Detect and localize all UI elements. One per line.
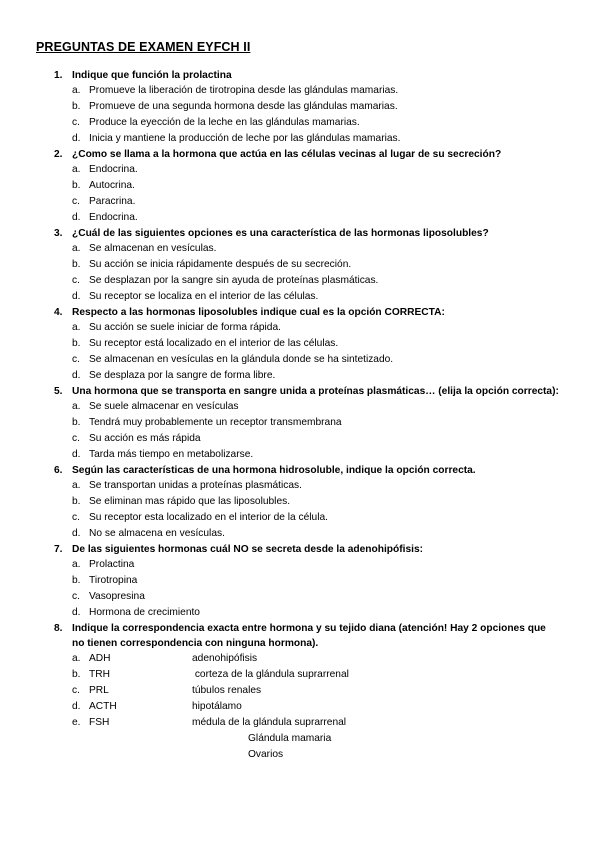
option-letter: d. — [72, 212, 81, 223]
option-text: Tarda más tiempo en metabolizarse. — [89, 449, 254, 460]
option-letter: d. — [72, 370, 81, 381]
option-letter: c. — [72, 354, 80, 365]
question-stem — [54, 68, 560, 83]
target-tissue: corteza de la glándula suprarrenal — [192, 669, 349, 680]
answer-option — [72, 415, 560, 431]
target-tissue: túbulos renales — [192, 685, 262, 696]
option-text: Se almacenan en vesículas. — [89, 243, 217, 254]
matching-hormone — [72, 651, 192, 667]
matching-hormone — [72, 715, 192, 731]
option-letter: c. — [72, 196, 80, 207]
answer-option — [72, 447, 560, 463]
option-letter: a. — [72, 401, 81, 412]
answer-option — [72, 336, 560, 352]
option-text: Su receptor está localizado en el interior de las células. — [89, 338, 339, 349]
target-tissue-extra: Glándula mamaria — [248, 733, 332, 744]
answer-option — [72, 573, 560, 589]
option-letter: d. — [72, 528, 81, 539]
option-text: Se suele almacenar en vesículas — [89, 401, 239, 412]
question-text: Indique la correspondencia exacta entre hormona y su tejido diana (atención! Hay 2 opciones que no tienen correspondencia con ninguna hormona). — [72, 623, 546, 649]
answer-option — [72, 115, 560, 131]
option-letter: d. — [72, 701, 81, 712]
option-letter: a. — [72, 653, 81, 664]
answer-option — [72, 257, 560, 273]
question-text: Una hormona que se transporta en sangre unida a proteínas plasmáticas… (elija la opción correcta): — [72, 386, 559, 397]
option-text: Su acción se suele iniciar de forma rápida. — [89, 322, 281, 333]
question-number: 7. — [54, 544, 63, 555]
answer-option — [72, 526, 560, 542]
question-stem — [54, 147, 560, 162]
option-text: Vasopresina — [89, 591, 145, 602]
answer-option — [72, 399, 560, 415]
option-text: Se transportan unidas a proteínas plasmáticas. — [89, 480, 302, 491]
option-text: Su acción es más rápida — [89, 433, 201, 444]
target-tissue: médula de la glándula suprarrenal — [192, 717, 347, 728]
question-text: ¿Como se llama a la hormona que actúa en las células vecinas al lugar de su secreción? — [72, 149, 502, 160]
option-text: Hormona de crecimiento — [89, 607, 200, 618]
option-letter: a. — [72, 164, 81, 175]
answer-option — [72, 83, 560, 99]
question-stem — [54, 542, 560, 557]
question-text: Según las características de una hormona hidrosoluble, indique la opción correcta. — [72, 465, 476, 476]
target-tissue: hipotálamo — [192, 701, 242, 712]
answer-option — [72, 589, 560, 605]
matching-row — [72, 683, 560, 699]
option-letter: c. — [72, 433, 80, 444]
option-letter: d. — [72, 291, 81, 302]
question-4 — [36, 305, 560, 384]
question-stem — [54, 384, 560, 399]
question-text: De las siguientes hormonas cuál NO se secreta desde la adenohipófisis: — [72, 544, 424, 555]
answer-option — [72, 557, 560, 573]
option-letter: a. — [72, 322, 81, 333]
option-letter: b. — [72, 417, 81, 428]
question-stem — [54, 621, 560, 651]
answer-option — [72, 478, 560, 494]
option-letter: d. — [72, 607, 81, 618]
answer-option — [72, 194, 560, 210]
question-7 — [36, 542, 560, 621]
option-letter: b. — [72, 259, 81, 270]
option-text: Se almacenan en vesículas en la glándula donde se ha sintetizado. — [89, 354, 394, 365]
question-3 — [36, 226, 560, 305]
option-text: Tirotropina — [89, 575, 138, 586]
option-text: Promueve de una segunda hormona desde las glándulas mamarias. — [89, 101, 398, 112]
option-letter: c. — [72, 275, 80, 286]
question-number: 3. — [54, 228, 63, 239]
answer-option — [72, 320, 560, 336]
question-stem — [54, 463, 560, 478]
hormone-name: TRH — [89, 669, 110, 680]
hormone-name: ADH — [89, 653, 111, 664]
question-text: Indique que función la prolactina — [72, 70, 232, 81]
question-number: 4. — [54, 307, 63, 318]
option-text: Autocrina. — [89, 180, 135, 191]
matching-row — [72, 715, 560, 731]
option-letter: a. — [72, 85, 81, 96]
answer-option — [72, 605, 560, 621]
option-letter: d. — [72, 449, 81, 460]
question-1 — [36, 68, 560, 147]
question-number: 6. — [54, 465, 63, 476]
option-text: Se desplaza por la sangre de forma libre. — [89, 370, 276, 381]
matching-hormone — [72, 667, 192, 683]
option-letter: c. — [72, 512, 80, 523]
question-2 — [36, 147, 560, 226]
option-text: Prolactina — [89, 559, 135, 570]
answer-option — [72, 273, 560, 289]
document-title: PREGUNTAS DE EXAMEN EYFCH II — [36, 40, 251, 54]
option-text: Promueve la liberación de tirotropina desde las glándulas mamarias. — [89, 85, 399, 96]
question-list — [36, 68, 560, 621]
option-text: Se eliminan mas rápido que las liposolubles. — [89, 496, 291, 507]
target-tissue-extra: Ovarios — [248, 749, 284, 760]
option-text: Su acción se inicia rápidamente después de su secreción. — [89, 259, 352, 270]
question-stem — [54, 305, 560, 320]
option-text: Paracrina. — [89, 196, 136, 207]
option-text: Inicia y mantiene la producción de leche por las glándulas mamarias. — [89, 133, 401, 144]
question-number: 2. — [54, 149, 63, 160]
option-letter: d. — [72, 133, 81, 144]
question-stem — [54, 226, 560, 241]
option-text: Su receptor esta localizado en el interior de la célula. — [89, 512, 328, 523]
answer-option — [72, 241, 560, 257]
matching-hormone — [72, 683, 192, 699]
question-number: 1. — [54, 70, 63, 81]
option-text: Se desplazan por la sangre sin ayuda de proteínas plasmáticas. — [89, 275, 379, 286]
option-letter: b. — [72, 496, 81, 507]
option-text: Produce la eyección de la leche en las glándulas mamarias. — [89, 117, 360, 128]
question-6 — [36, 463, 560, 542]
option-text: Tendrá muy probablemente un receptor transmembrana — [89, 417, 342, 428]
option-letter: a. — [72, 559, 81, 570]
option-letter: c. — [72, 685, 80, 696]
matching-row — [72, 699, 560, 715]
option-letter: e. — [72, 717, 81, 728]
option-letter: c. — [72, 591, 80, 602]
question-text: Respecto a las hormonas liposolubles indique cual es la opción CORRECTA: — [72, 307, 445, 318]
answer-option — [72, 131, 560, 147]
option-letter: a. — [72, 480, 81, 491]
hormone-name: PRL — [89, 685, 109, 696]
option-letter: b. — [72, 180, 81, 191]
option-text: No se almacena en vesículas. — [89, 528, 225, 539]
option-letter: b. — [72, 101, 81, 112]
question-number: 8. — [54, 623, 63, 634]
answer-option — [72, 162, 560, 178]
option-text: Endocrina. — [89, 164, 138, 175]
option-text: Endocrina. — [89, 212, 138, 223]
question-number: 5. — [54, 386, 63, 397]
question-8 — [36, 621, 560, 763]
answer-option — [72, 352, 560, 368]
question-text: ¿Cuál de las siguientes opciones es una característica de las hormonas liposolubles? — [72, 228, 489, 239]
answer-option — [72, 178, 560, 194]
option-letter: b. — [72, 575, 81, 586]
matching-table — [36, 651, 560, 731]
matching-hormone — [72, 699, 192, 715]
answer-option — [72, 210, 560, 226]
hormone-name: ACTH — [89, 701, 117, 712]
option-text: Su receptor se localiza en el interior de las células. — [89, 291, 319, 302]
answer-option — [72, 510, 560, 526]
question-5 — [36, 384, 560, 463]
answer-option — [72, 99, 560, 115]
matching-extra-list — [36, 731, 560, 763]
option-letter: c. — [72, 117, 80, 128]
answer-option — [72, 431, 560, 447]
answer-option — [72, 368, 560, 384]
answer-option — [72, 289, 560, 305]
option-letter: b. — [72, 669, 81, 680]
option-letter: a. — [72, 243, 81, 254]
option-letter: b. — [72, 338, 81, 349]
answer-option — [72, 494, 560, 510]
matching-row — [72, 667, 560, 683]
target-tissue: adenohipófisis — [192, 653, 258, 664]
hormone-name: FSH — [89, 717, 110, 728]
matching-row — [72, 651, 560, 667]
